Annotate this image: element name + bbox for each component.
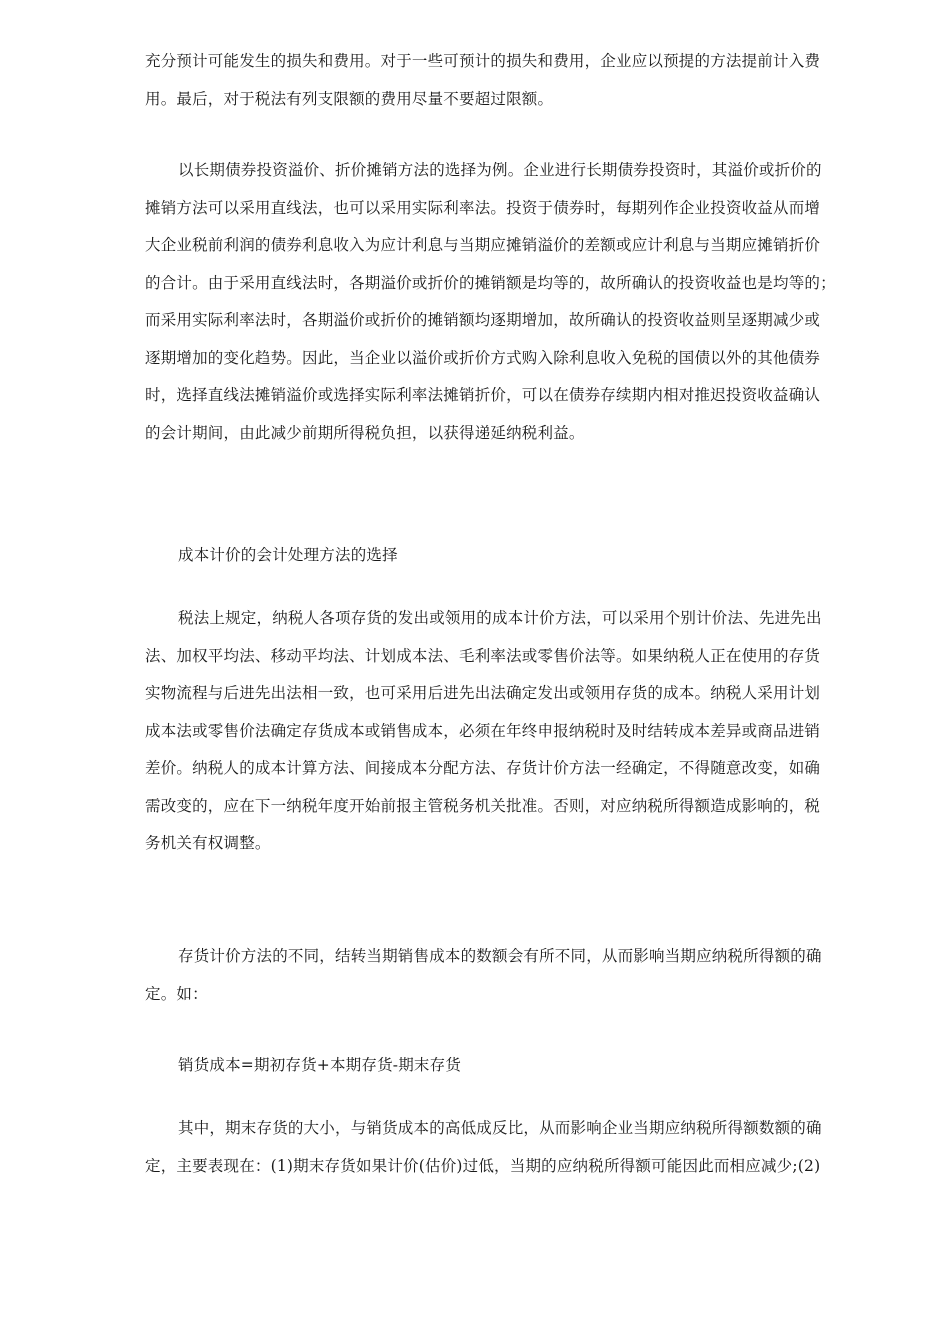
text-line: 的会计期间，由此减少前期所得税负担，以获得递延纳税利益。: [145, 423, 585, 442]
text-line: 成本计价的会计处理方法的选择: [178, 546, 398, 564]
text-line: 差价。纳税人的成本计算方法、间接成本分配方法、存货计价方法一经确定，不得随意改变，如确: [145, 759, 821, 777]
paragraph-tax-law-inventory: [145, 600, 822, 863]
text-line: 税法上规定，纳税人各项存货的发出或领用的成本计价方法，可以采用个别计价法、先进先出: [178, 609, 822, 627]
text-line: 存货计价方法的不同，结转当期销售成本的数额会有所不同，从而影响当期应纳税所得额的确: [178, 947, 822, 965]
text-line: 逐期增加的变化趋势。因此，当企业以溢价或折价方式购入除利息收入免税的国债以外的其他债券: [145, 348, 821, 367]
text-line: 成本法或零售价法确定存货成本或销售成本，必须在年终申报纳税时及时结转成本差异或商品进销: [145, 721, 821, 740]
text-line: 实物流程与后进先出法相一致，也可采用后进先出法确定发出或领用存货的成本。纳税人采用计划: [145, 684, 821, 702]
text-line: 的合计。由于采用直线法时，各期溢价或折价的摊销额是均等的，故所确认的投资收益也是均等的；: [145, 273, 836, 292]
text-line: 销货成本=期初存货+本期存货-期末存货: [178, 1056, 462, 1074]
paragraph-ending-inventory: [145, 1110, 822, 1185]
text-line: 大企业税前利润的债券利息收入为应计利息与当期应摊销溢价的差额或应计利息与当期应摊销折价: [145, 236, 821, 254]
text-line: 充分预计可能发生的损失和费用。对于一些可预计的损失和费用，企业应以预提的方法提前计入费: [145, 52, 821, 70]
text-line: 定。如：: [145, 984, 208, 1003]
text-line: 时，选择直线法摊销溢价或选择实际利率法摊销折价，可以在债券存续期内相对推迟投资收益确认: [145, 386, 821, 404]
text-line: 以长期债券投资溢价、折价摊销方法的选择为例。企业进行长期债券投资时，其溢价或折价的: [178, 161, 822, 179]
text-line: 需改变的，应在下一纳税年度开始前报主管税务机关批准。否则，对应纳税所得额造成影响的，税: [145, 796, 821, 815]
paragraph-inventory-valuation: [145, 938, 822, 1013]
text-line: 务机关有权调整。: [145, 834, 271, 852]
text-line: 定，主要表现在：(1)期末存货如果计价(估价)过低，当期的应纳税所得额可能因此而相应减少;(2): [145, 1156, 821, 1175]
text-line: 其中，期末存货的大小，与销货成本的高低成反比，从而影响企业当期应纳税所得额数额的确: [178, 1119, 822, 1137]
section-heading-cost-pricing: [145, 537, 398, 575]
text-line: 法、加权平均法、移动平均法、计划成本法、毛利率法或零售价法等。如果纳税人正在使用的存货: [145, 646, 821, 665]
paragraph-bond-amortization: [145, 152, 836, 452]
text-line: 摊销方法可以采用直线法，也可以采用实际利率法。投资于债券时，每期列作企业投资收益从而增: [145, 198, 821, 217]
text-line: 而采用实际利率法时，各期溢价或折价的摊销额均逐期增加，故所确认的投资收益则呈逐期减少或: [145, 311, 821, 329]
text-line: 用。最后，对于税法有列支限额的费用尽量不要超过限额。: [145, 89, 554, 108]
paragraph-expense-provision: [145, 43, 820, 118]
formula-cost-of-goods-sold: [145, 1047, 461, 1085]
